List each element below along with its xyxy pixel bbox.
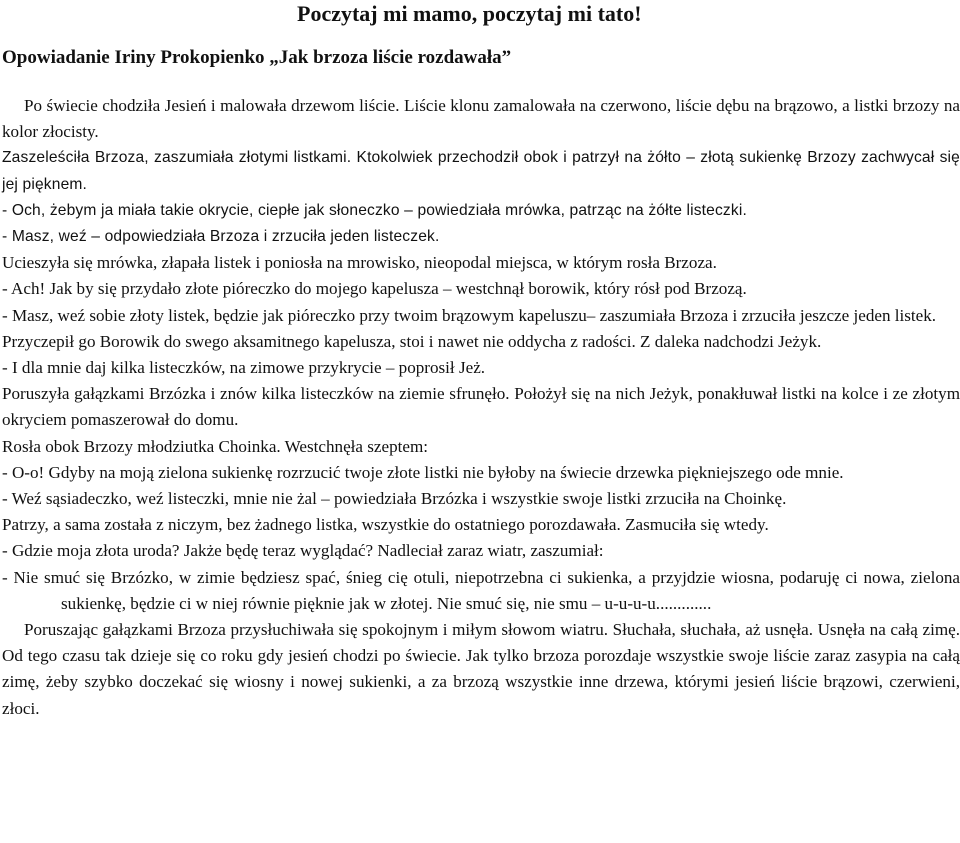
paragraph-9: - I dla mnie daj kilka listeczków, na zimowe przykrycie – poprosił Jeż. <box>2 358 486 378</box>
paragraph-8: Przyczepił go Borowik do swego aksamitnego kapelusza, stoi i nawet nie oddycha z radości. Z daleka nadchodzi Jeżyk. <box>2 331 822 351</box>
paragraph-3: - Och, żebym ja miała takie okrycie, ciepłe jak słoneczko – powiedziała mrówka, patrząc na żółte listeczki. <box>2 201 747 219</box>
paragraph-1: Po świecie chodziła Jesień i malowała drzewom liście. Liście klonu zamalowała na czerwono, liście dębu na brązowo, a listki brzozy na kolor złocisty. <box>2 96 960 142</box>
story-subtitle: Opowiadanie Iriny Prokopienko „Jak brzoza liście rozdawała” <box>2 47 512 68</box>
paragraph-10: Poruszyła gałązkami Brzózka i znów kilka listeczków na ziemie sfrunęło. Położył się na nich Jeżyk, ponakłuwał listki na kolce i ze złotym okryciem pomaszerował do domu. <box>2 384 960 430</box>
paragraph-2: Zaszeleściła Brzoza, zaszumiała złotymi listkami. Ktokolwiek przechodził obok i patrzył na żółto – złotą sukienkę Brzozy zachwycał się jej pięknem. <box>2 149 960 193</box>
paragraph-7: - Masz, weź sobie złoty listek, będzie jak pióreczko przy twoim brązowym kapeluszu– zaszumiała Brzoza i zrzuciła jeszcze jeden listek. <box>2 305 937 325</box>
paragraph-16: - Nie smuć się Brzózko, w zimie będziesz spać, śnieg cię otuli, niepotrzebna ci sukienka, a przyjdzie wiosna, podaruję ci nowa, zielona sukienkę, będzie ci w niej równie pięknie jak w złotej. Nie smuć się, nie smu – u-u-u-u............. <box>2 567 960 613</box>
paragraph-12: - O-o! Gdyby na moją zielona sukienkę rozrzucić twoje złote listki nie byłoby na świecie drzewka piękniejszego ode mnie. <box>2 462 844 482</box>
paragraph-4: - Masz, weź – odpowiedziała Brzoza i zrzuciła jeden listeczek. <box>2 228 440 246</box>
story-body <box>2 93 960 722</box>
paragraph-5: Ucieszyła się mrówka, złapała listek i poniosła na mrowisko, nieopodal miejsca, w którym rosła Brzoza. <box>2 253 717 273</box>
paragraph-15: - Gdzie moja złota uroda? Jakże będę teraz wyglądać? Nadleciał zaraz wiatr, zaszumiał: <box>2 541 604 561</box>
paragraph-6: - Ach! Jak by się przydało złote pióreczko do mojego kapelusza – westchnął borowik, który rósł pod Brzozą. <box>2 279 747 299</box>
paragraph-13: - Weź sąsiadeczko, weź listeczki, mnie nie żal – powiedziała Brzózka i wszystkie swoje listki zrzuciła na Choinkę. <box>2 489 787 509</box>
page-title: Poczytaj mi mamo, poczytaj mi tato! <box>297 1 642 26</box>
paragraph-17: Poruszając gałązkami Brzoza przysłuchiwała się spokojnym i miłym słowom wiatru. Słuchała, słuchała, aż usnęła. Usnęła na całą zimę. Od tego czasu tak dzieje się co roku gdy jesień chodzi po świecie. Jak tylko brzoza porozdaje wszystkie swoje liście zaraz zasypia na całą zimę, żeby szybko doczekać się wiosny i nowej sukienki, a za brzozą wszystkie inne drzewa, którymi jesień liście brązowi, czerwieni, złoci. <box>2 620 960 718</box>
paragraph-14: Patrzy, a sama została z niczym, bez żadnego listka, wszystkie do ostatniego porozdawała. Zasmuciła się wtedy. <box>2 515 769 535</box>
paragraph-11: Rosła obok Brzozy młodziutka Choinka. Westchnęła szeptem: <box>2 436 429 456</box>
